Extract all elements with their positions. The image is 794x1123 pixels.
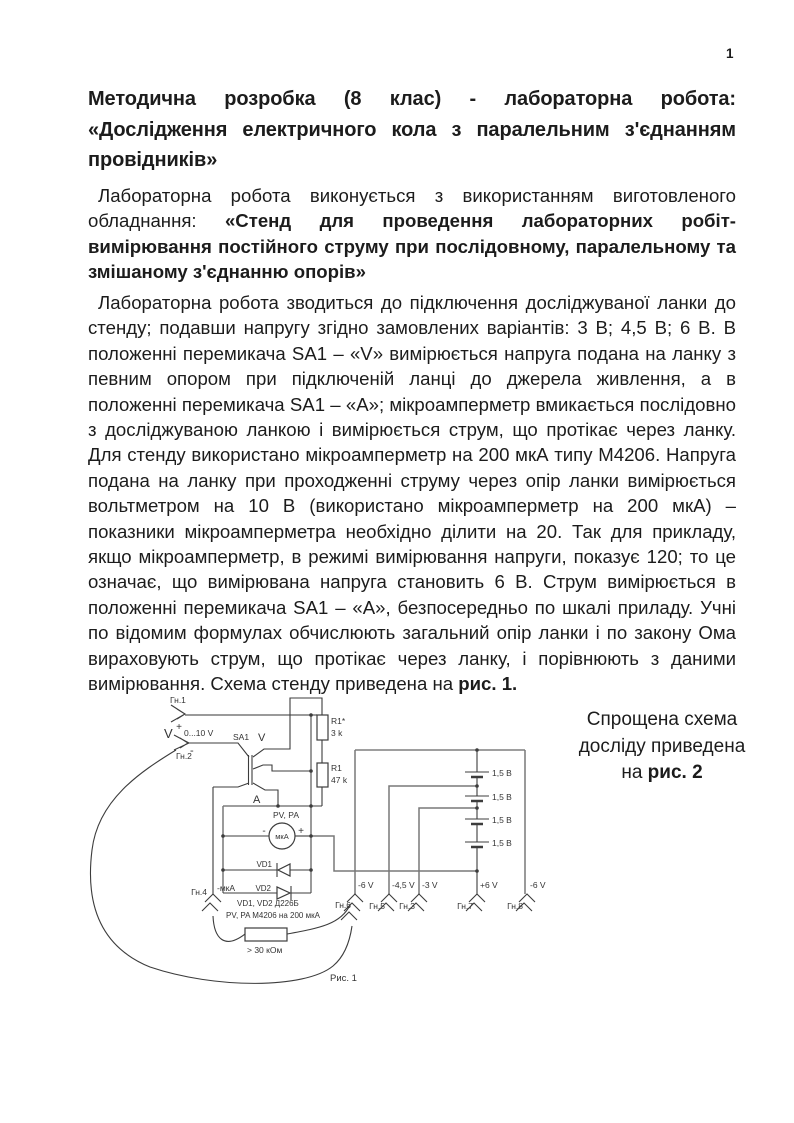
text-line: подана на ланку при проходженні струму через опір ланки вимірюється [88, 469, 736, 491]
wire-switch-pole-bottom [213, 783, 249, 787]
text-line: показники мікроамперметра необхідно ділити на 20. Так для прикладу, [88, 520, 736, 542]
text-line: обладнання: «Стенд для проведення лабораторних робіт- [88, 210, 736, 232]
terminal-gn7-label: Гн.7 [457, 901, 473, 911]
text-line: по відомим формулах обчислюють загальний опір ланки і по закону Ома [88, 622, 736, 644]
terminal-gn7-voltage: +6 V [480, 880, 498, 890]
meter-designator-label: PV, PA [273, 810, 299, 820]
wire-meter-to-battery [311, 836, 477, 871]
battery-cell-1-label: 1,5 В [492, 768, 512, 778]
switch-position-v-label: V [258, 732, 266, 744]
diode-vd1-label: VD1 [256, 860, 272, 869]
resistor-r1b-name: R1 [331, 763, 342, 773]
resistor-r1a-name: R1* [331, 716, 346, 726]
text-line: стенду; подавши напругу згідно замовлених варіантів: 3 В; 4,5 В; 6 В. В [88, 317, 736, 339]
text-line: Для стенду використано мікроамперметр на 200 мкА типу М4206. Напруга [88, 444, 736, 466]
terminal-gn6-voltage: -6 V [358, 880, 374, 890]
jack-gn1-icon [171, 705, 185, 722]
diode-vd2-icon [277, 887, 290, 899]
battery-cell-4-label: 1,5 В [492, 838, 512, 848]
cord-gn2-to-gn6 [90, 750, 352, 983]
load-resistor-label: > 30 кОм [247, 945, 283, 955]
text-line: вимірювання постійного струму при послідовному, паралельному та [88, 235, 736, 257]
terminal-gn8-voltage: -6 V [530, 880, 546, 890]
text-line: змішаному з'єднанню опорів» [88, 261, 366, 283]
parts-note-diodes: VD1, VD2 Д226Б [237, 899, 299, 908]
wire-tap-gn5 [389, 786, 477, 894]
switch-sa1-bar [249, 755, 253, 785]
polarity-plus-label: + [176, 722, 182, 733]
body-paragraph [88, 290, 736, 697]
diode-vd2-label: VD2 [255, 884, 271, 893]
resistor-r1a-value: 3 k [331, 728, 343, 738]
text-line: положенні перемикача SA1 – «А», безпосередньо по шкалі приладу. Учні [88, 596, 736, 618]
terminal-gn2-label: Гн.2 [176, 751, 192, 761]
text-line: досліду приведена [578, 735, 746, 757]
aside-note [556, 707, 768, 787]
text-line: Спрощена схема [586, 709, 738, 730]
text-line: з досліджуваною ланкою і вимірюється струм, що протікає через ланку. [88, 419, 736, 441]
text-line: певним опором при підключеній ланці до джерела живлення, а в [88, 368, 736, 390]
text-line: провідників» [88, 149, 218, 171]
terminal-gn5-voltage: -4,5 V [392, 880, 415, 890]
polarity-minus-label: - [190, 745, 194, 757]
meter-unit-label: мкА [275, 832, 289, 841]
text-line: положенні перемикача SA1 – «V» вимірюється напруга подана на ланку з [88, 342, 736, 364]
terminal-gn4-label: Гн.4 [191, 887, 207, 897]
text-line: означає, що вимірювана напруга становить 6 В. Струм вимірюється в [88, 571, 736, 593]
voltmeter-v-label: V [164, 726, 173, 741]
switch-sa1-label: SA1 [233, 732, 250, 742]
text-line: Лабораторна робота зводиться до підключення досліджуваної ланки до [98, 292, 736, 313]
text-line: «Дослідження електричного кола з паралельним з'єднанням [88, 118, 736, 141]
document-title [88, 84, 736, 176]
page-number: 1 [726, 46, 734, 61]
resistor-r1a-box [317, 715, 328, 740]
intro-paragraph [88, 183, 736, 285]
parts-note-meter: PV, PA М4206 на 200 мкА [226, 911, 320, 920]
meter-minus-label: - [262, 826, 266, 837]
diode-vd1-icon [278, 864, 290, 876]
wire-gn2-to-switch [189, 743, 249, 757]
terminal-gn5-label: Гн.5 [369, 901, 385, 911]
text-line: Лабораторна робота виконується з використанням виготовленого [98, 185, 736, 206]
text-line: положенні перемикача SA1 – «А»; мікроамперметр вмикається послідовно [88, 393, 736, 415]
text-line: на рис. 2 [621, 762, 703, 783]
text-line: вольтметром на 10 В (використано мікроамперметр на 200 мкА) – [88, 495, 736, 517]
terminal-gn1-label: Гн.1 [170, 695, 186, 705]
voltage-range-label: 0...10 V [184, 728, 214, 738]
switch-position-a-label: А [253, 794, 261, 806]
switch-contact-mid [253, 765, 311, 771]
figure-caption: Рис. 1 [330, 973, 357, 984]
battery-cell-2-label: 1,5 В [492, 792, 512, 802]
resistor-r1b-box [317, 763, 328, 787]
terminal-gn3-voltage: -3 V [422, 880, 438, 890]
text-line: вимірювання. Схема стенду приведена на рис. 1. [88, 673, 518, 695]
text-line: вираховують струм, що протікає через ланку, і порівнюють з даними [88, 647, 736, 669]
circuit-diagram [60, 692, 580, 995]
terminal-gn4-tag: -мкА [217, 883, 236, 893]
terminal-gn3-label: Гн.3 [399, 901, 415, 911]
terminal-gn8-label: Гн.8 [507, 901, 523, 911]
battery-cell-3-label: 1,5 В [492, 815, 512, 825]
resistor-r1b-value: 47 k [331, 775, 348, 785]
terminal-gn6-label: Гн.6 [335, 900, 351, 910]
text-line: Методична розробка (8 клас) - лабораторна робота: [88, 88, 736, 110]
load-resistor-box [245, 928, 287, 941]
text-line: якщо мікроамперметр, в режимі вимірювання напруги, показує 120; то це [88, 546, 736, 568]
meter-plus-label: + [298, 826, 304, 837]
